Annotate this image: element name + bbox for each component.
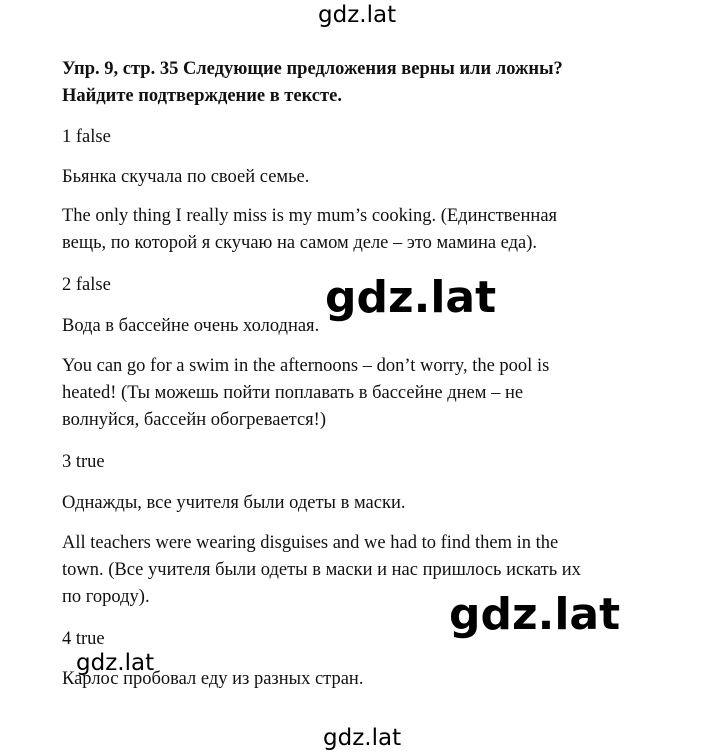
item-2-evidence-line3: волнуйся, бассейн обогревается!)	[62, 410, 327, 430]
item-1-statement: Бьянка скучала по своей семье.	[62, 167, 310, 187]
exercise-heading-line2: Найдите подтверждение в тексте.	[62, 86, 342, 106]
item-2-evidence-line2: heated! (Ты можешь пойти поплавать в бассейне днем – не	[62, 383, 524, 403]
item-3-evidence-line3: по городу).	[62, 587, 150, 607]
item-3-statement: Однажды, все учителя были одеты в маски.	[62, 493, 406, 513]
watermark-small-lower: gdz.lat	[76, 650, 155, 676]
item-2-statement: Вода в бассейне очень холодная.	[62, 316, 320, 336]
item-4-label: 4 true	[62, 629, 105, 649]
watermark-large-middle: gdz.lat	[325, 272, 497, 323]
item-3-evidence-line1: All teachers were wearing disguises and we had to find them in the	[62, 533, 559, 553]
item-1-evidence-line2: вещь, по которой я скучаю на самом деле – это мамина еда).	[62, 233, 538, 253]
item-4-statement: Карлос пробовал еду из разных стран.	[62, 669, 364, 689]
item-1-label: 1 false	[62, 127, 111, 147]
item-3-label: 3 true	[62, 452, 105, 472]
item-1-evidence-line1: The only thing I really miss is my mum’s cooking. (Единственная	[62, 206, 558, 226]
item-2-evidence-line1: You can go for a swim in the afternoons – don’t worry, the pool is	[62, 356, 550, 376]
exercise-heading-line1: Упр. 9, стр. 35 Следующие предложения верны или ложны?	[62, 59, 563, 79]
item-2-label: 2 false	[62, 275, 111, 295]
watermark-large-lower: gdz.lat	[449, 589, 621, 640]
watermark-top: gdz.lat	[318, 2, 397, 28]
watermark-bottom: gdz.lat	[323, 725, 402, 751]
item-3-evidence-line2: town. (Все учителя были одеты в маски и нас пришлось искать их	[62, 560, 581, 580]
